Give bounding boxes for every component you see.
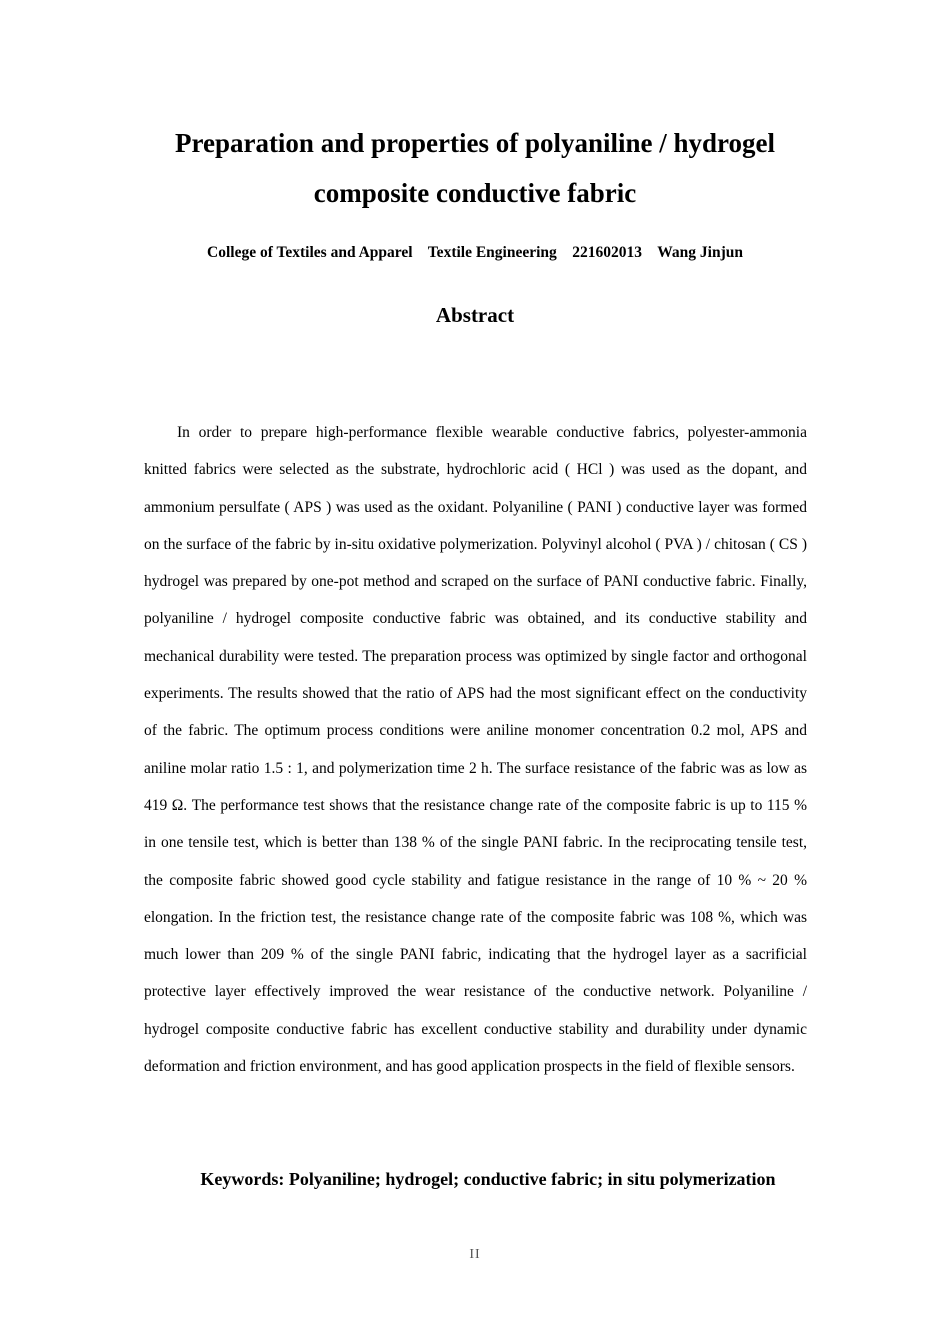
paper-title — [100, 118, 850, 218]
abstract-body: In order to prepare high-performance flexible wearable conductive fabrics, polyester-ammonia knitted fabrics were selected as the substrate, hydrochloric acid ( HCl ) was used as the dopant, and ammonium persulfate ( APS ) was used as the oxidant. Polyaniline ( PANI ) conductive layer was formed on the surface of the fabric by in-situ oxidative polymerization. Polyvinyl alcohol ( PVA ) / chitosan ( CS ) hydrogel was prepared by one-pot method and scraped on the surface of PANI conductive fabric. Finally, polyaniline / hydrogel composite conductive fabric was obtained, and its conductive stability and mechanical durability were tested. The preparation process was optimized by single factor and orthogonal experiments. The results showed that the ratio of APS had the most significant effect on the conductivity of the fabric. The optimum process conditions were aniline monomer concentration 0.2 mol, APS and aniline molar ratio 1.5 : 1, and polymerization time 2 h. The surface resistance of the fabric was as low as 419 Ω. The performance test shows that the resistance change rate of the composite fabric is up to 115 % in one tensile test, which is better than 138 % of the single PANI fabric. In the reciprocating tensile test, the composite fabric showed good cycle stability and fatigue resistance in the range of 10 % ~ 20 % elongation. In the friction test, the resistance change rate of the composite fabric was 108 %, which was much lower than 209 % of the single PANI fabric, indicating that the hydrogel layer as a sacrificial protective layer effectively improved the wear resistance of the conductive network. Polyaniline / hydrogel composite conductive fabric has excellent conductive stability and durability under dynamic deformation and friction environment, and has good application prospects in the field of flexible sensors. — [144, 424, 807, 1076]
page-number: II — [469, 1247, 481, 1262]
abstract-heading: Abstract — [435, 303, 515, 327]
author-affiliation-line: College of Textiles and Apparel Textile Engineering 221602013 Wang Jinjun — [207, 244, 743, 261]
paper-title-line-1: Preparation and properties of polyaniline / hydrogel — [174, 128, 776, 158]
keywords-line: Keywords: Polyaniline; hydrogel; conductive fabric; in situ polymerization — [200, 1169, 776, 1189]
paper-title-line-2: composite conductive fabric — [313, 178, 637, 208]
